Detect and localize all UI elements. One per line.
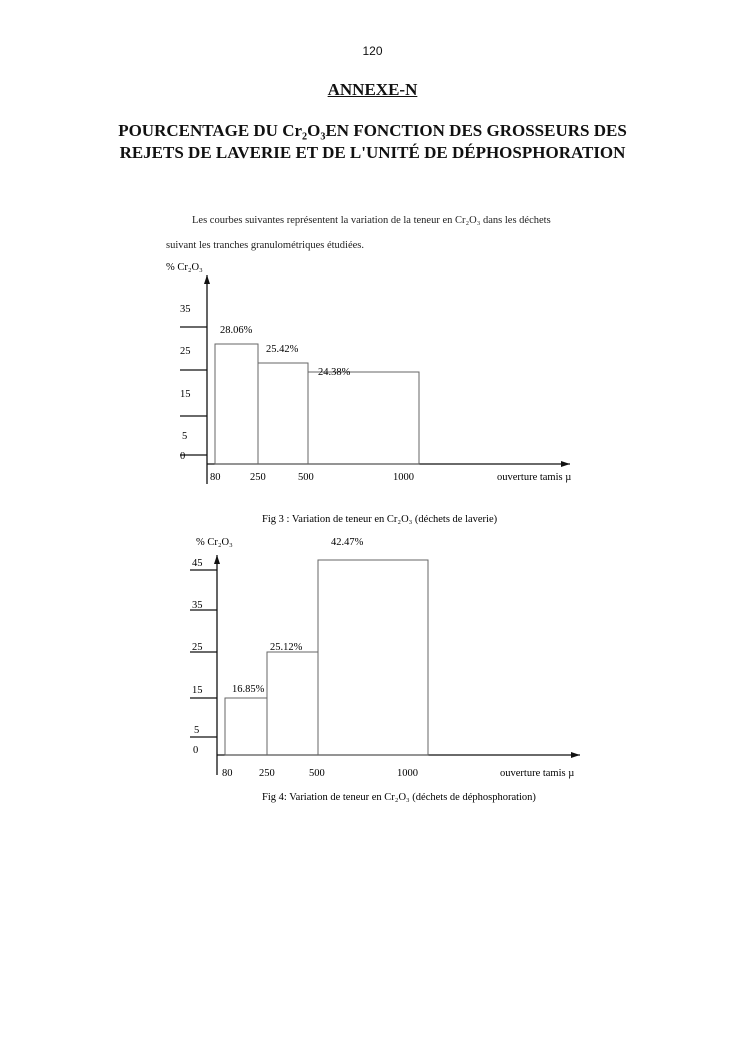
chart2-x-axis-label: ouverture tamis µ (500, 768, 575, 779)
annexe-heading: ANNEXE-N (327, 80, 418, 99)
page-number: 120 (362, 44, 383, 58)
chart1-x-tick-label: 1000 (393, 472, 414, 483)
chart1-bar-label: 28.06% (220, 325, 253, 336)
chart2-y-tick-label: 0 (193, 745, 199, 756)
chart2-bar-label: 25.12% (270, 642, 303, 653)
chart1-y-axis-arrow (204, 275, 210, 284)
chart2-x-tick-label: 80 (222, 768, 233, 779)
chart2-bar (318, 560, 428, 755)
chart1-y-tick-label: 15 (180, 389, 191, 400)
chart2-y-tick-label: 25 (192, 642, 203, 653)
chart1-y-tick-label: 25 (180, 346, 191, 357)
chart1-bar (258, 363, 308, 464)
chart1-bar-label: 24.38% (318, 367, 351, 378)
chart1-x-axis-arrow (561, 461, 570, 467)
chart1-x-tick-label: 250 (250, 472, 266, 483)
chart1-bar-label: 25.42% (266, 344, 299, 355)
chart1-y-axis-label: % Cr₂O₃ (166, 262, 203, 273)
chart2-x-tick-label: 1000 (397, 768, 418, 779)
chart1-x-tick-label: 80 (210, 472, 221, 483)
page-title: POURCENTAGE DU Cr₂O₃EN FONCTION DES GROSSEURS DES REJETS DE LAVERIE ET DE L'UNITÉ DE DÉPHOSPHORATION (118, 121, 627, 162)
chart1-x-tick-label: 500 (298, 472, 314, 483)
chart1-y-tick-label: 5 (182, 431, 188, 442)
chart2-x-axis-arrow (571, 752, 580, 758)
chart2-y-axis-label: % Cr₂O₃ (196, 537, 233, 548)
chart1-y-tick-label: 35 (180, 304, 191, 315)
chart2-y-axis-arrow (214, 555, 220, 564)
chart2-y-tick-label: 35 (192, 600, 203, 611)
chart1-bar (308, 372, 419, 464)
chart2-y-tick-label: 5 (194, 725, 200, 736)
chart1-bar (215, 344, 258, 464)
chart2-bar (225, 698, 267, 755)
chart1-y-tick-label: 0 (180, 451, 186, 462)
chart2-bar-label: 42.47% (331, 537, 364, 548)
chart1-x-axis-label: ouverture tamis µ (497, 472, 572, 483)
chart2-bar-label: 16.85% (232, 684, 265, 695)
chart1-caption: Fig 3 : Variation de teneur en Cr₂O₃ (déchets de laverie) (262, 514, 498, 525)
intro-line-2: suivant les tranches granulométriques étudiées. (166, 240, 364, 251)
chart2-caption: Fig 4: Variation de teneur en Cr₂O₃ (déchets de déphosphoration) (262, 792, 536, 803)
chart2-x-tick-label: 500 (309, 768, 325, 779)
chart2-y-tick-label: 15 (192, 685, 203, 696)
chart2-y-tick-label: 45 (192, 558, 203, 569)
intro-line-1: Les courbes suivantes représentent la variation de la teneur en Cr₂O₃ dans les déchets (192, 215, 551, 226)
chart2-x-tick-label: 250 (259, 768, 275, 779)
chart2-bar (267, 652, 318, 755)
